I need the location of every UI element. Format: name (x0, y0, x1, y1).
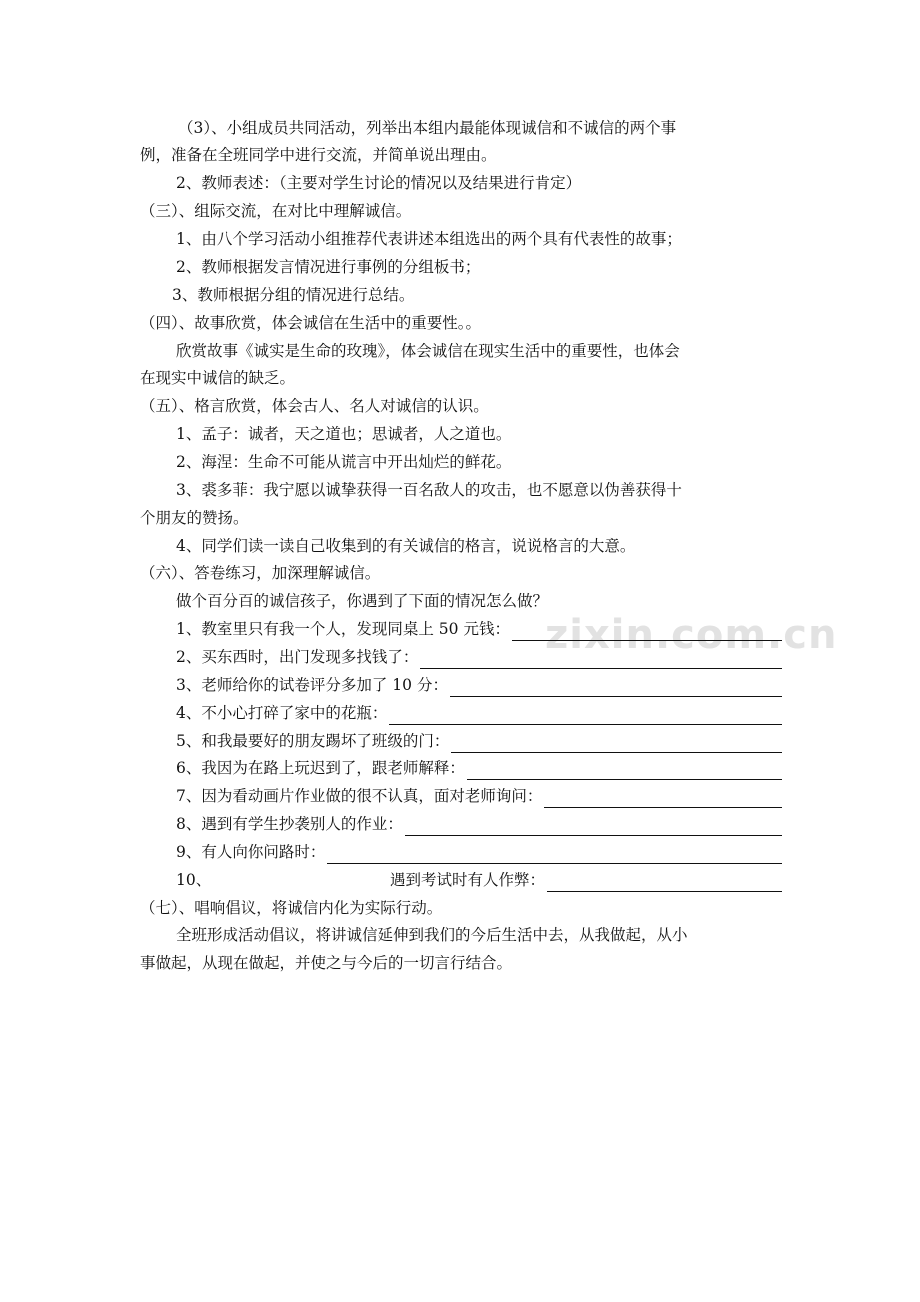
quote-item: 2、海涅：生命不可能从谎言中开出灿烂的鲜花。 (176, 453, 512, 471)
question-text: 5、和我最要好的朋友踢坏了班级的门： (176, 732, 450, 750)
question-text: 4、不小心打碎了家中的花瓶： (176, 704, 388, 722)
answer-blank[interactable] (512, 622, 782, 641)
question-text: 1、教室里只有我一个人，发现同桌上 50 元钱： (176, 620, 510, 638)
question-number: 10、 (176, 871, 212, 889)
question-row (390, 868, 782, 892)
paragraph-line: 全班形成活动倡议，将讲诚信延伸到我们的今后生活中去，从我做起，从小 (176, 926, 688, 944)
question-text: 6、我因为在路上玩迟到了，跟老师解释： (176, 759, 465, 777)
paragraph-line: 例，准备在全班同学中进行交流，并简单说出理由。 (140, 146, 497, 164)
question-row (176, 812, 782, 836)
paragraph-line: 做个百分百的诚信孩子，你遇到了下面的情况怎么做？ (176, 592, 549, 610)
section-heading: （四）、故事欣赏，体会诚信在生活中的重要性。。 (140, 314, 482, 332)
answer-blank[interactable] (451, 734, 782, 753)
question-row (176, 673, 782, 697)
answer-blank[interactable] (420, 650, 782, 669)
question-text: 遇到考试时有人作弊： (390, 871, 546, 889)
section-heading: （五）、格言欣赏，体会古人、名人对诚信的认识。 (140, 397, 489, 415)
list-item: 2、教师根据发言情况进行事例的分组板书； (176, 258, 481, 276)
paragraph-line: 欣赏故事《诚实是生命的玫瑰》，体会诚信在现实生活中的重要性，也体会 (176, 342, 680, 360)
question-text: 9、有人向你问路时： (176, 843, 326, 861)
paragraph-line: 在现实中诚信的缺乏。 (140, 369, 296, 387)
question-row (176, 756, 782, 780)
quote-item: 4、同学们读一读自己收集到的有关诚信的格言，说说格言的大意。 (176, 537, 636, 555)
question-text: 3、老师给你的试卷评分多加了 10 分： (176, 676, 448, 694)
list-item: 3、教师根据分组的情况进行总结。 (172, 286, 415, 304)
section-heading: （三）、组际交流，在对比中理解诚信。 (140, 202, 412, 220)
question-text: 7、因为看动画片作业做的很不认真，面对老师询问： (176, 787, 543, 805)
question-row (176, 840, 782, 864)
answer-blank[interactable] (544, 789, 782, 808)
answer-blank[interactable] (450, 678, 782, 697)
question-text: 2、买东西时，出门发现多找钱了： (176, 648, 419, 666)
quote-item: 1、孟子：诚者，天之道也；思诚者，人之道也。 (176, 425, 512, 443)
question-row (176, 701, 782, 725)
paragraph-line: 个朋友的赞扬。 (140, 509, 249, 527)
question-row (176, 617, 782, 641)
section-heading: （六）、答卷练习，加深理解诚信。 (140, 564, 381, 582)
paragraph-line: （3）、小组成员共同活动，列举出本组内最能体现诚信和不诚信的两个事 (178, 119, 677, 137)
list-item: 1、由八个学习活动小组推荐代表讲述本组选出的两个具有代表性的故事； (176, 230, 682, 248)
question-row (176, 784, 782, 808)
question-text: 8、遇到有学生抄袭别人的作业： (176, 815, 403, 833)
answer-blank[interactable] (389, 706, 782, 725)
answer-blank[interactable] (327, 845, 782, 864)
watermark: zixin.com.cn (545, 612, 838, 658)
paragraph-line: 事做起，从现在做起，并使之与今后的一切言行结合。 (140, 954, 513, 972)
answer-blank[interactable] (405, 817, 782, 836)
quote-item: 3、裘多菲：我宁愿以诚挚获得一百名敌人的攻击，也不愿意以伪善获得十 (176, 481, 682, 499)
answer-blank[interactable] (547, 873, 782, 892)
section-heading: （七）、唱响倡议，将诚信内化为实际行动。 (140, 899, 443, 917)
answer-blank[interactable] (467, 761, 782, 780)
question-row (176, 729, 782, 753)
paragraph-line: 2、教师表述：（主要对学生讨论的情况以及结果进行肯定） (176, 174, 582, 192)
question-row (176, 645, 782, 669)
